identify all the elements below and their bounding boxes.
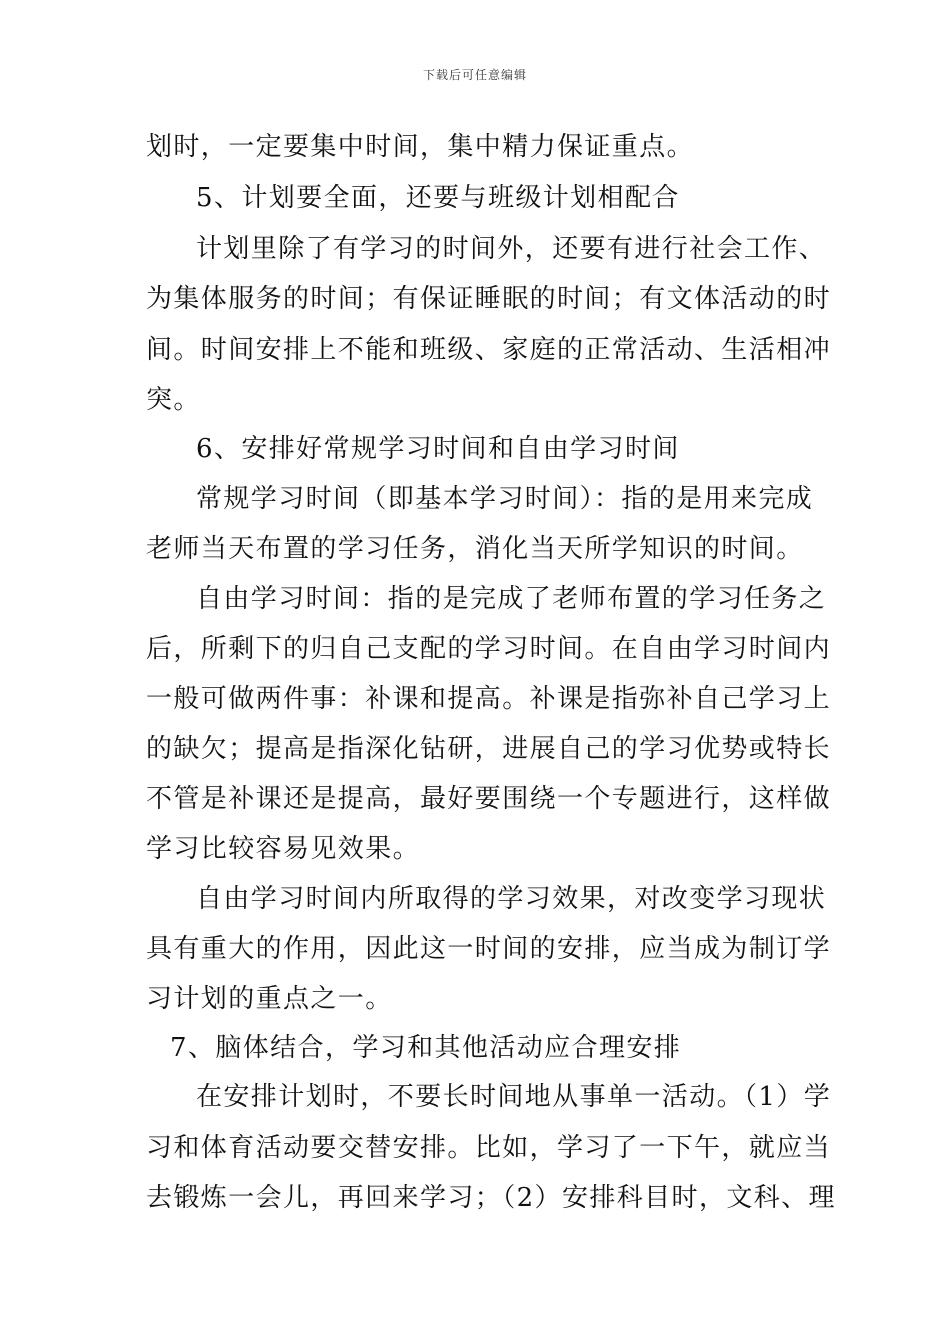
text-line: 后，所剩下的归自己支配的学习时间。在自由学习时间内 [146, 634, 832, 664]
text-line: 老师当天布置的学习任务，消化当天所学知识的时间。 [146, 534, 804, 564]
section-heading: 7、脑体结合，学习和其他活动应合理安排 [170, 1033, 682, 1063]
text-line: 不管是补课还是提高，最好要围绕一个专题进行，这样做 [146, 784, 832, 814]
text-line: 为集体服务的时间；有保证睡眠的时间；有文体活动的时 [146, 284, 832, 314]
text-line: 去锻炼一会儿，再回来学习；（2）安排科目时，文科、理 [146, 1183, 836, 1213]
text-line: 的缺欠；提高是指深化钻研，进展自己的学习优势或特长 [146, 734, 832, 764]
section-heading: 5、计划要全面，还要与班级计划相配合 [196, 183, 680, 213]
text-line: 间。时间安排上不能和班级、家庭的正常活动、生活相冲 [146, 335, 832, 365]
text-line: 在安排计划时，不要长时间地从事单一活动。（1）学 [196, 1082, 832, 1112]
text-line: 一般可做两件事：补课和提高。补课是指弥补自己学习上 [146, 684, 832, 714]
text-line: 习计划的重点之一。 [146, 984, 393, 1014]
section-heading: 6、安排好常规学习时间和自由学习时间 [196, 434, 680, 464]
text-line: 具有重大的作用，因此这一时间的安排，应当成为制订学 [146, 934, 832, 964]
text-line: 习和体育活动要交替安排。比如，学习了一下午，就应当 [146, 1133, 832, 1163]
text-line: 自由学习时间：指的是完成了老师布置的学习任务之 [196, 584, 827, 614]
text-line: 划时，一定要集中时间，集中精力保证重点。 [146, 132, 695, 162]
page-header: 下载后可任意编辑 [422, 68, 527, 82]
text-line: 自由学习时间内所取得的学习效果，对改变学习现状 [196, 884, 827, 914]
text-line: 计划里除了有学习的时间外，还要有进行社会工作、 [196, 234, 827, 264]
text-line: 常规学习时间（即基本学习时间）：指的是用来完成 [196, 484, 814, 514]
text-line: 突。 [146, 385, 201, 415]
text-line: 学习比较容易见效果。 [146, 834, 421, 864]
